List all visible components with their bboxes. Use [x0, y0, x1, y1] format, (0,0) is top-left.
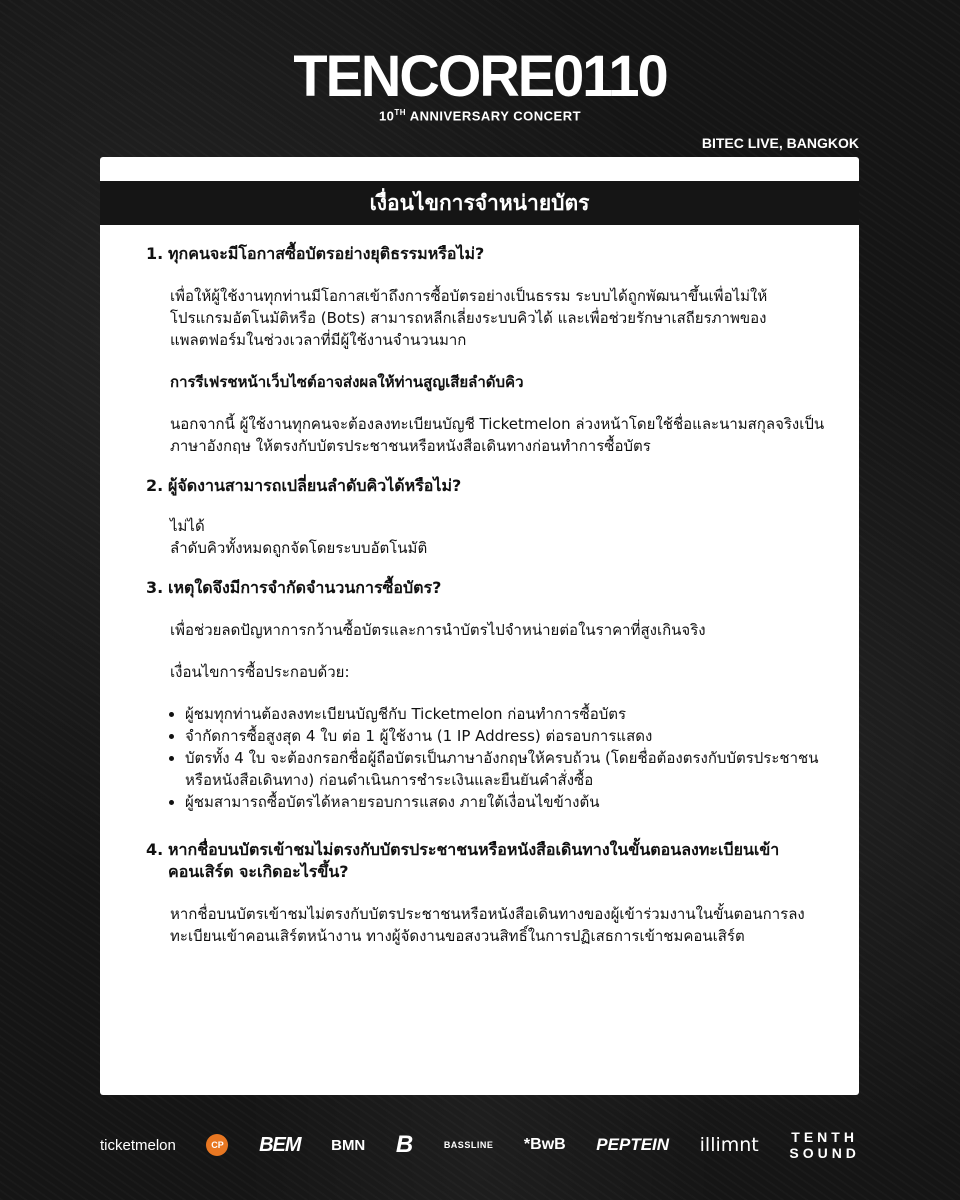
subtitle-number: 10 [378, 108, 395, 124]
question-number: 3. [146, 578, 164, 597]
list-item: • ผู้ชมสามารถซื้อบัตรได้หลายรอบการแสดง ภายใต้เงื่อนไขข้างต้น [185, 791, 826, 813]
answer-paragraph: เพื่อช่วยลดปัญหาการกว้านซื้อบัตรและการนำบัตรไปจำหน่ายต่อในราคาที่สูงเกินจริง [170, 621, 706, 639]
list-item: • บัตรทั้ง 4 ใบ จะต้องกรอกชื่อผู้ถือบัตรเป็นภาษาอังกฤษให้ครบถ้วน (โดยชื่อต้องตรงกับบัตรประชาชนหรือหนังสือเดินทาง) ก่อนดำเนินการชำระเงินและยืนยันคำสั่งซื้อ [185, 747, 826, 791]
list-item: • จำกัดการซื้อสูงสุด 4 ใบ ต่อ 1 ผู้ใช้งาน (1 IP Address) ต่อรอบการแสดง [185, 725, 826, 747]
question-text: หากชื่อบนบัตรเข้าชมไม่ตรงกับบัตรประชาชนหรือหนังสือเดินทางในขั้นตอนลงทะเบียนเข้าคอนเสิร์ต จะเกิดอะไรขึ้น? [168, 840, 780, 881]
bassline-logo: BASSLINE [443, 1140, 494, 1150]
bem-logo: BEM [259, 1133, 301, 1156]
question-text: เหตุใดจึงมีการจำกัดจำนวนการซื้อบัตร? [168, 578, 442, 597]
answer-paragraph: เงื่อนไขการซื้อประกอบด้วย: [170, 663, 350, 681]
question-text: ทุกคนจะมีโอกาสซื้อบัตรอย่างยุติธรรมหรือไม่? [168, 244, 485, 263]
subtitle-text: ANNIVERSARY CONCERT [406, 108, 582, 124]
conditions-list [170, 703, 826, 813]
bmn-logo: BMN [331, 1136, 366, 1154]
terms-card [100, 157, 859, 1095]
answer-paragraph: เพื่อให้ผู้ใช้งานทุกท่านมีโอกาสเข้าถึงการซื้อบัตรอย่างเป็นธรรม ระบบได้ถูกพัฒนาขึ้นเพื่อไม่ให้โปรแกรมอัตโนมัติหรือ (Bots) สามารถหลีกเลี่ยงระบบคิวได้ และเพื่อช่วยรักษาเสถียรภาพของแพลตฟอร์มในช่วงเวลาที่มีผู้ใช้งานจำนวนมาก [170, 287, 768, 349]
question-1 [146, 243, 826, 265]
list-item: • ผู้ชมทุกท่านต้องลงทะเบียนบัญชีกับ Ticketmelon ก่อนทำการซื้อบัตร [185, 703, 826, 725]
cp-logo: CP [206, 1134, 228, 1156]
subtitle-ordinal: TH [394, 108, 407, 117]
question-4 [146, 839, 826, 883]
tenth-sound-logo [789, 1129, 860, 1161]
question-3 [146, 577, 826, 599]
answer-warning: การรีเฟรชหน้าเว็บไซต์อาจส่งผลให้ท่านสูญเสียลำดับคิว [170, 373, 524, 391]
answer-paragraph: หากชื่อบนบัตรเข้าชมไม่ตรงกับบัตรประชาชนหรือหนังสือเดินทางของผู้เข้าร่วมงานในขั้นตอนการลงทะเบียนเข้าคอนเสิร์ตหน้างาน ทางผู้จัดงานขอสงวนสิทธิ์ในการปฏิเสธการเข้าชมคอนเสิร์ต [170, 905, 805, 945]
question-number: 4. [146, 840, 164, 859]
peptein-logo: PEPTEIN [596, 1135, 670, 1154]
answer-paragraph [170, 515, 826, 559]
faq-content [146, 243, 826, 947]
answer-paragraph: นอกจากนี้ ผู้ใช้งานทุกคนจะต้องลงทะเบียนบัญชี Ticketmelon ล่วงหน้าโดยใช้ชื่อและนามสกุลจริงเป็นภาษาอังกฤษ ให้ตรงกับบัตรประชาชนหรือหนังสือเดินทางก่อนทำการซื้อบัตร [170, 415, 825, 455]
tenth-text: TENTH [791, 1129, 858, 1145]
question-2 [146, 475, 826, 497]
event-logo: TENCORE0110 [293, 42, 667, 109]
answer-line: ลำดับคิวทั้งหมดถูกจัดโดยระบบอัตโนมัติ [170, 539, 428, 557]
answer-line: ไม่ได้ [170, 517, 205, 535]
bwb-logo: *BwB [523, 1136, 566, 1153]
ticketmelon-logo: ticketmelon [100, 1136, 176, 1154]
question-number: 1. [146, 244, 164, 263]
venue-label: BITEC LIVE, BANGKOK [701, 135, 859, 151]
question-number: 2. [146, 476, 164, 495]
card-title: เงื่อนไขการจำหน่ายบัตร [100, 181, 859, 225]
question-text: ผู้จัดงานสามารถเปลี่ยนลำดับคิวได้หรือไม่? [168, 476, 462, 495]
event-subtitle [0, 108, 960, 123]
illmnt-logo: illimnt [699, 1134, 759, 1156]
sound-text: SOUND [789, 1145, 860, 1161]
b-logo: B [395, 1131, 414, 1158]
sponsor-bar [100, 1118, 860, 1172]
